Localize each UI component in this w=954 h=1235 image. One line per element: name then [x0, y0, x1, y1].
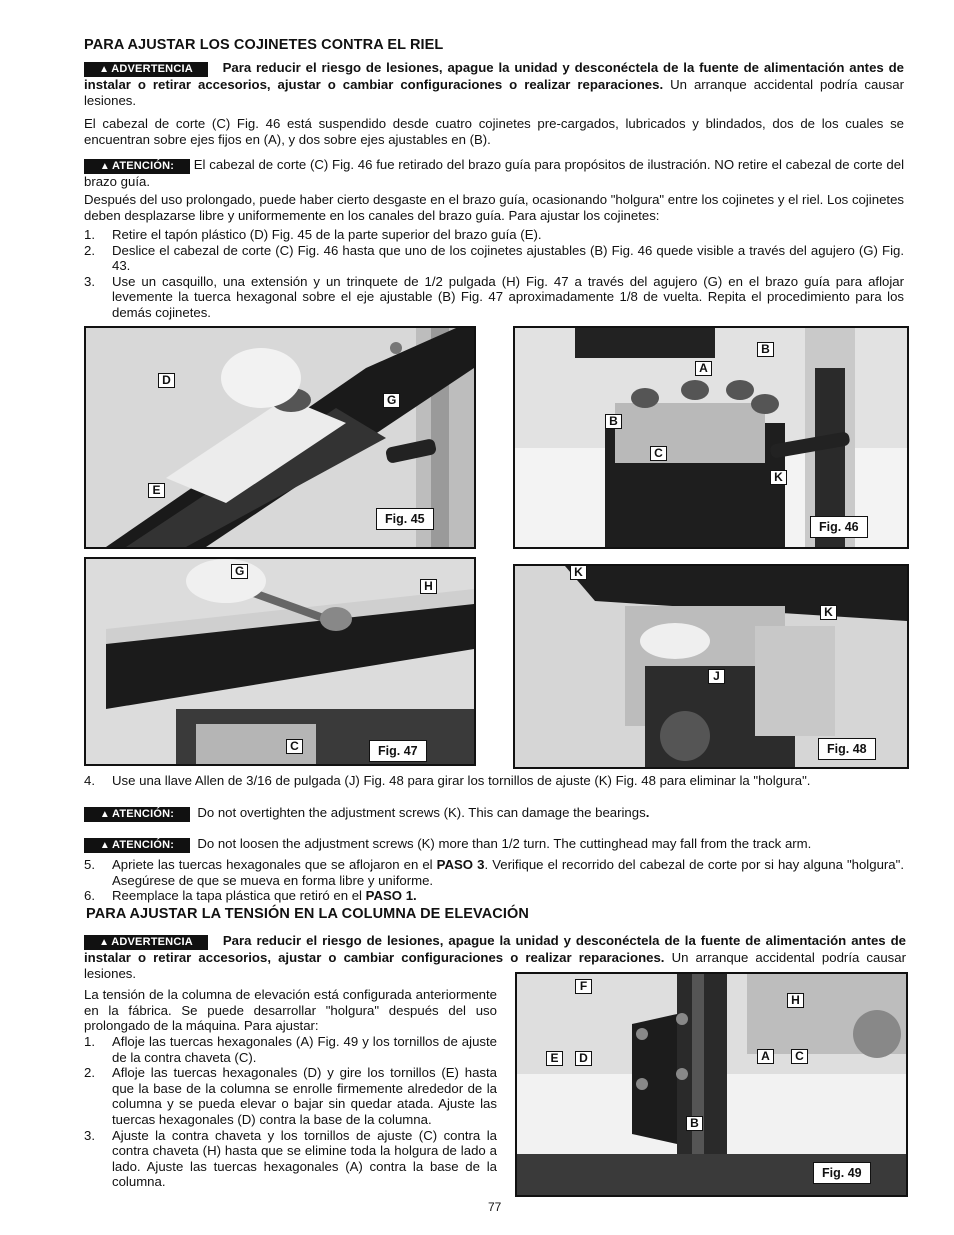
warning-triangle-icon: ▲ — [99, 840, 110, 851]
label-j: J — [708, 669, 725, 684]
label-b: B — [686, 1116, 703, 1131]
list-item: 2. Afloje las tuercas hexagonales (D) y gire los tornillos (E) hasta que la base de la columna se enrolle firmemente alrededor de la columna y se pueda elevar o bajar sin quedar atada. Ajuste las tuercas hexagonales (D) contra la base de la columna. — [84, 1065, 497, 1127]
label-k-right: K — [820, 605, 837, 620]
caution-badge: ▲ ATENCIÓN: — [84, 159, 190, 174]
warning-block-2: ▲ ADVERTENCIA Para reducir el riesgo de lesiones, apague la unidad y desconéctela de la fuente de alimentación antes de instalar o retirar accesorios, ajustar o cambiar configuraciones o realizar reparaciones. Un arranque accidental podría causar lesiones. — [84, 933, 906, 981]
label-a: A — [757, 1049, 774, 1064]
label-k-top: K — [570, 565, 587, 580]
list-item: 3. Ajuste la contra chaveta y los tornillos de ajuste (C) contra la contra chaveta (H) hasta que se elimine toda la holgura de lado a lado. Ajuste las tuercas hexagonales (A) contra la base de la columna. — [84, 1127, 497, 1190]
label-c: C — [650, 446, 667, 461]
warning-badge: ▲ ADVERTENCIA — [84, 62, 208, 77]
label-d: D — [158, 373, 175, 388]
steps-list-1b — [84, 857, 904, 904]
paragraph-bearings-intro: El cabezal de corte (C) Fig. 46 está suspendido desde cuatro cojinetes pre-cargados, lubricados y blindados, dos de los cuales se encuentran sobre ejes fijos en (A), y dos sobre ejes ajustables en (B). — [84, 116, 904, 147]
step-4: 4. Use una llave Allen de 3/16 de pulgada (J) Fig. 48 para girar los tornillos de ajuste (K) Fig. 48 para eliminar la "holgura". — [84, 773, 811, 788]
label-b-top: B — [757, 342, 774, 357]
label-h: H — [420, 579, 437, 594]
figure-48 — [513, 564, 909, 769]
caution-block-3: ▲ ATENCIÓN: Do not loosen the adjustment screws (K) more than 1/2 turn. The cuttinghead may fall from the track arm. — [84, 836, 904, 853]
figure-47-illustration — [86, 559, 474, 764]
warning-badge: ▲ ADVERTENCIA — [84, 935, 208, 950]
list-item: 5. Apriete las tuercas hexagonales que se aflojaron en el PASO 3. Verifique el recorrido del cabezal de corte por si hay alguna "holgura". Asegúrese de que se mueva en forma libre y uniforme. — [84, 857, 904, 888]
warning-triangle-icon: ▲ — [99, 809, 110, 820]
warning-block-1 — [84, 60, 904, 108]
label-c: C — [791, 1049, 808, 1064]
warning-bold-text: Para reducir el riesgo de lesiones, apague la unidad y desconéctela de la fuente de alimentación antes de instalar o retirar accesorios, ajustar o cambiar configuraciones o realizar reparaciones. — [84, 60, 904, 93]
label-k: K — [770, 470, 787, 485]
paragraph-column-intro: La tensión de la columna de elevación está configurada anteriormente en la fábrica. Se puede desarrollar "holgura" después del uso prolongado de la máquina. Para ajustar: — [84, 987, 497, 1034]
page-number: 77 — [488, 1200, 502, 1214]
list-item: 1. Afloje las tuercas hexagonales (A) Fig. 49 y los tornillos de ajuste de la contra chaveta (C). — [84, 1034, 497, 1065]
figure-caption: Fig. 45 — [376, 508, 434, 530]
figure-caption: Fig. 48 — [818, 738, 876, 760]
label-e: E — [148, 483, 165, 498]
list-item: 6. Reemplace la tapa plástica que retiró en el PASO 1. — [84, 888, 417, 904]
label-e: E — [546, 1051, 563, 1066]
caution-block-2: ▲ ATENCIÓN: Do not overtighten the adjustment screws (K). This can damage the bearings. — [84, 805, 904, 822]
figure-caption: Fig. 47 — [369, 740, 427, 762]
figure-caption: Fig. 46 — [810, 516, 868, 538]
caution-badge: ▲ ATENCIÓN: — [84, 838, 190, 853]
caution-badge: ▲ ATENCIÓN: — [84, 807, 190, 822]
figure-48-illustration — [515, 566, 907, 767]
paragraph-wear: Después del uso prolongado, puede haber cierto desgaste en el brazo guía, ocasionando "holgura" entre los cojinetes y el riel. Los cojinetes deben desplazarse libre y uniformemente en los canales del brazo guía. Para ajustar los cojinetes: — [84, 192, 904, 223]
figure-46 — [513, 326, 909, 549]
figure-47 — [84, 557, 476, 766]
warning-triangle-icon: ▲ — [99, 161, 110, 172]
section-title-bearings: PARA AJUSTAR LOS COJINETES CONTRA EL RIEL — [84, 37, 444, 53]
steps-list-1 — [84, 227, 904, 321]
list-item: 2. Deslice el cabezal de corte (C) Fig. 46 hasta que uno de los cojinetes ajustables (B) Fig. 46 quede visible a través del agujero (G) Fig. 43. — [84, 242, 904, 274]
list-item: 3. Use un casquillo, una extensión y un trinquete de 1/2 pulgada (H) Fig. 47 a través del agujero (G) en el brazo guía para aflojar levemente la tuerca hexagonal sobre el eje ajustable (B) Fig. 47 aproximadamente 1/8 de vuelta. Repita el procedimiento para los demás cojinetes. — [84, 273, 904, 320]
warning-normal-text: Un arranque accidental podría causar lesiones. — [84, 77, 905, 108]
label-g: G — [231, 564, 248, 579]
list-item: 1. Retire el tapón plástico (D) Fig. 45 de la parte superior del brazo guía (E). — [84, 227, 542, 242]
label-d: D — [575, 1051, 592, 1066]
steps-list-2 — [84, 1034, 497, 1190]
caution-text: El cabezal de corte (C) Fig. 46 fue retirado del brazo guía para propósitos de ilustración. NO retire el cabezal de corte del brazo guía. — [84, 157, 904, 190]
figure-45 — [84, 326, 476, 549]
caution-block-1 — [84, 157, 904, 190]
figure-caption: Fig. 49 — [813, 1162, 871, 1184]
label-b-left: B — [605, 414, 622, 429]
label-g: G — [383, 393, 400, 408]
label-f: F — [575, 979, 592, 994]
figure-49 — [515, 972, 908, 1197]
warning-triangle-icon: ▲ — [99, 937, 110, 948]
label-c: C — [286, 739, 303, 754]
warning-triangle-icon: ▲ — [99, 64, 110, 75]
section-title-column: PARA AJUSTAR LA TENSIÓN EN LA COLUMNA DE ELEVACIÓN — [86, 906, 529, 922]
label-a: A — [695, 361, 712, 376]
label-h: H — [787, 993, 804, 1008]
